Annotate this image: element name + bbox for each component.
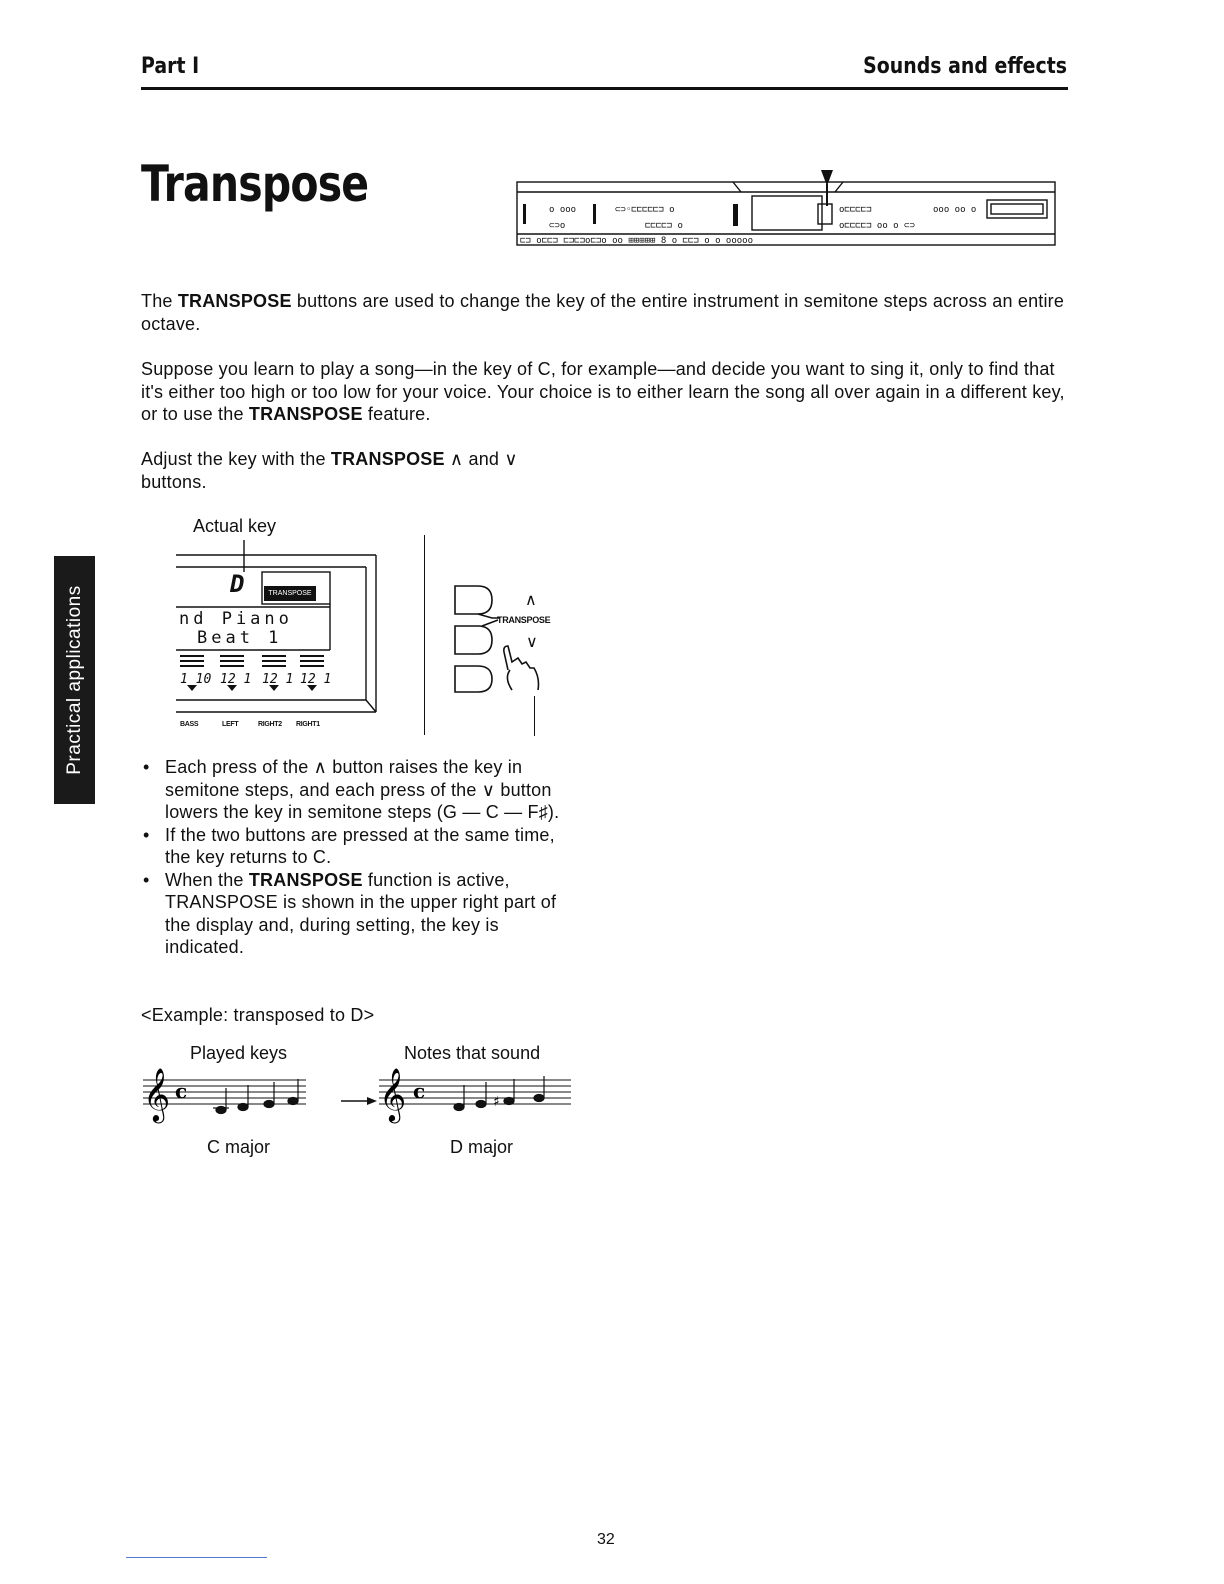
bullet-item: • If the two buttons are pressed at the same time, the key returns to C. (141, 824, 573, 869)
played-keys-label: Played keys (190, 1043, 288, 1063)
p2-bold: TRANSPOSE (248, 404, 363, 424)
svg-text:⊂⊃o: ⊂⊃o (549, 221, 566, 231)
p3-text-a: Adjust the key with the (141, 449, 331, 469)
notation-example (141, 1068, 571, 1128)
d-major-caption: D major (450, 1137, 514, 1157)
display-illustration (176, 540, 386, 735)
display-key-char: D (230, 570, 245, 598)
p3-text-c: ∧ and ∨ buttons. (141, 449, 518, 492)
svg-text:o⊏⊏⊏⊏⊐ oo o ⊂⊃: o⊏⊏⊏⊏⊐ oo o ⊂⊃ (839, 221, 915, 231)
intro-paragraph-2 (141, 358, 1071, 426)
bullet-item: • When the TRANSPOSE function is active, TRANSPOSE is shown in the upper right part of the display and, during setting, the key is indicated. (141, 869, 573, 959)
p1-bold: TRANSPOSE (177, 291, 292, 311)
svg-text:ooo oo o: ooo oo o (933, 205, 977, 215)
arrow-right-icon (367, 1097, 377, 1105)
footer-rule (126, 1557, 267, 1558)
sharp-icon: ♯ (493, 1094, 500, 1110)
channel-bass: BASS (180, 721, 199, 728)
p1-text-c: buttons are used to change the key of the entire instrument in semitone steps across an entire octave. (141, 291, 1065, 334)
intro-paragraph-3 (141, 448, 581, 493)
channel-left: LEFT (222, 721, 239, 728)
channel-right2: RIGHT2 (258, 721, 282, 728)
transpose-button-label: TRANSPOSE (497, 615, 551, 625)
svg-text:1 10: 1 10 (180, 672, 212, 687)
svg-text:o ooo: o ooo (549, 205, 577, 215)
notes-c-major (213, 1079, 298, 1114)
transpose-buttons-illustration (452, 582, 572, 697)
display-line-2: Beat 1 (197, 628, 283, 648)
svg-text:⊏⊏⊏⊏⊐ o: ⊏⊏⊏⊏⊐ o (645, 221, 683, 231)
side-tab (54, 556, 95, 804)
bullet-item: • Each press of the ∧ button raises the key in semitone steps, and each press of the ∨ button lowers the key in semitone steps (G — C — F♯). (141, 756, 573, 824)
svg-text:⊂⊃◦⊏⊏⊏⊏⊏⊐ o: ⊂⊃◦⊏⊏⊏⊏⊏⊐ o (615, 205, 675, 215)
treble-clef-left-icon: 𝄞 (143, 1068, 171, 1121)
page-number: 32 (597, 1531, 615, 1548)
transpose-buttons-drawing (452, 582, 572, 697)
button-divider (534, 696, 535, 736)
bullet-list (141, 756, 573, 959)
p3-bold: TRANSPOSE (330, 449, 445, 469)
transpose-down-symbol: ∨ (526, 634, 538, 651)
svg-text:o⊏⊏⊏⊏⊐: o⊏⊏⊏⊏⊐ (839, 205, 872, 215)
svg-text:12 1: 12 1 (262, 672, 294, 687)
c-major-caption: C major (207, 1137, 271, 1157)
header-left: Part I (141, 54, 200, 79)
display-transpose-badge: TRANSPOSE (268, 590, 312, 597)
p2-text-a: Suppose you learn to play a song—in the key of C, for example—and decide you want to sing it, only to find that it's either too high or too low for your voice. Your choice is to either learn the song all over again in a different key, or to use the (141, 359, 1065, 424)
header-rule (141, 87, 1068, 90)
page-title: Transpose (141, 155, 369, 213)
notes-sound-label: Notes that sound (404, 1043, 541, 1063)
svg-text:12 1: 12 1 (220, 672, 252, 687)
display-line-1: nd Piano (179, 609, 293, 629)
illustration-divider (424, 535, 425, 735)
intro-paragraph-1 (141, 290, 1071, 335)
channel-right1: RIGHT1 (296, 721, 320, 728)
svg-text:12 1: 12 1 (300, 672, 332, 687)
p2-text-c: feature. (362, 404, 431, 424)
time-sig-left: c (175, 1079, 188, 1103)
side-tab-label: Practical applications (63, 585, 85, 775)
instrument-panel-illustration (515, 170, 1057, 248)
svg-text:⊏⊐ o⊏⊏⊐ ⊏⊐⊏⊐o⊏⊐o oo ⊞⊞⊞⊞⊞: ⊏⊐ o⊏⊏⊐ ⊏⊐⊏⊐o⊏⊐o oo ⊞⊞⊞⊞⊞ 8 o ⊏⊏⊐ o o ooooo (520, 236, 753, 246)
transpose-up-symbol: ∧ (525, 592, 537, 609)
display-caption: Actual key (193, 516, 277, 536)
treble-clef-right-icon: 𝄞 (379, 1068, 407, 1121)
header-right: Sounds and effects (863, 54, 1067, 79)
time-sig-right: c (413, 1079, 426, 1103)
example-title: <Example: transposed to D> (141, 1005, 375, 1025)
p1-text-a: The (141, 291, 178, 311)
